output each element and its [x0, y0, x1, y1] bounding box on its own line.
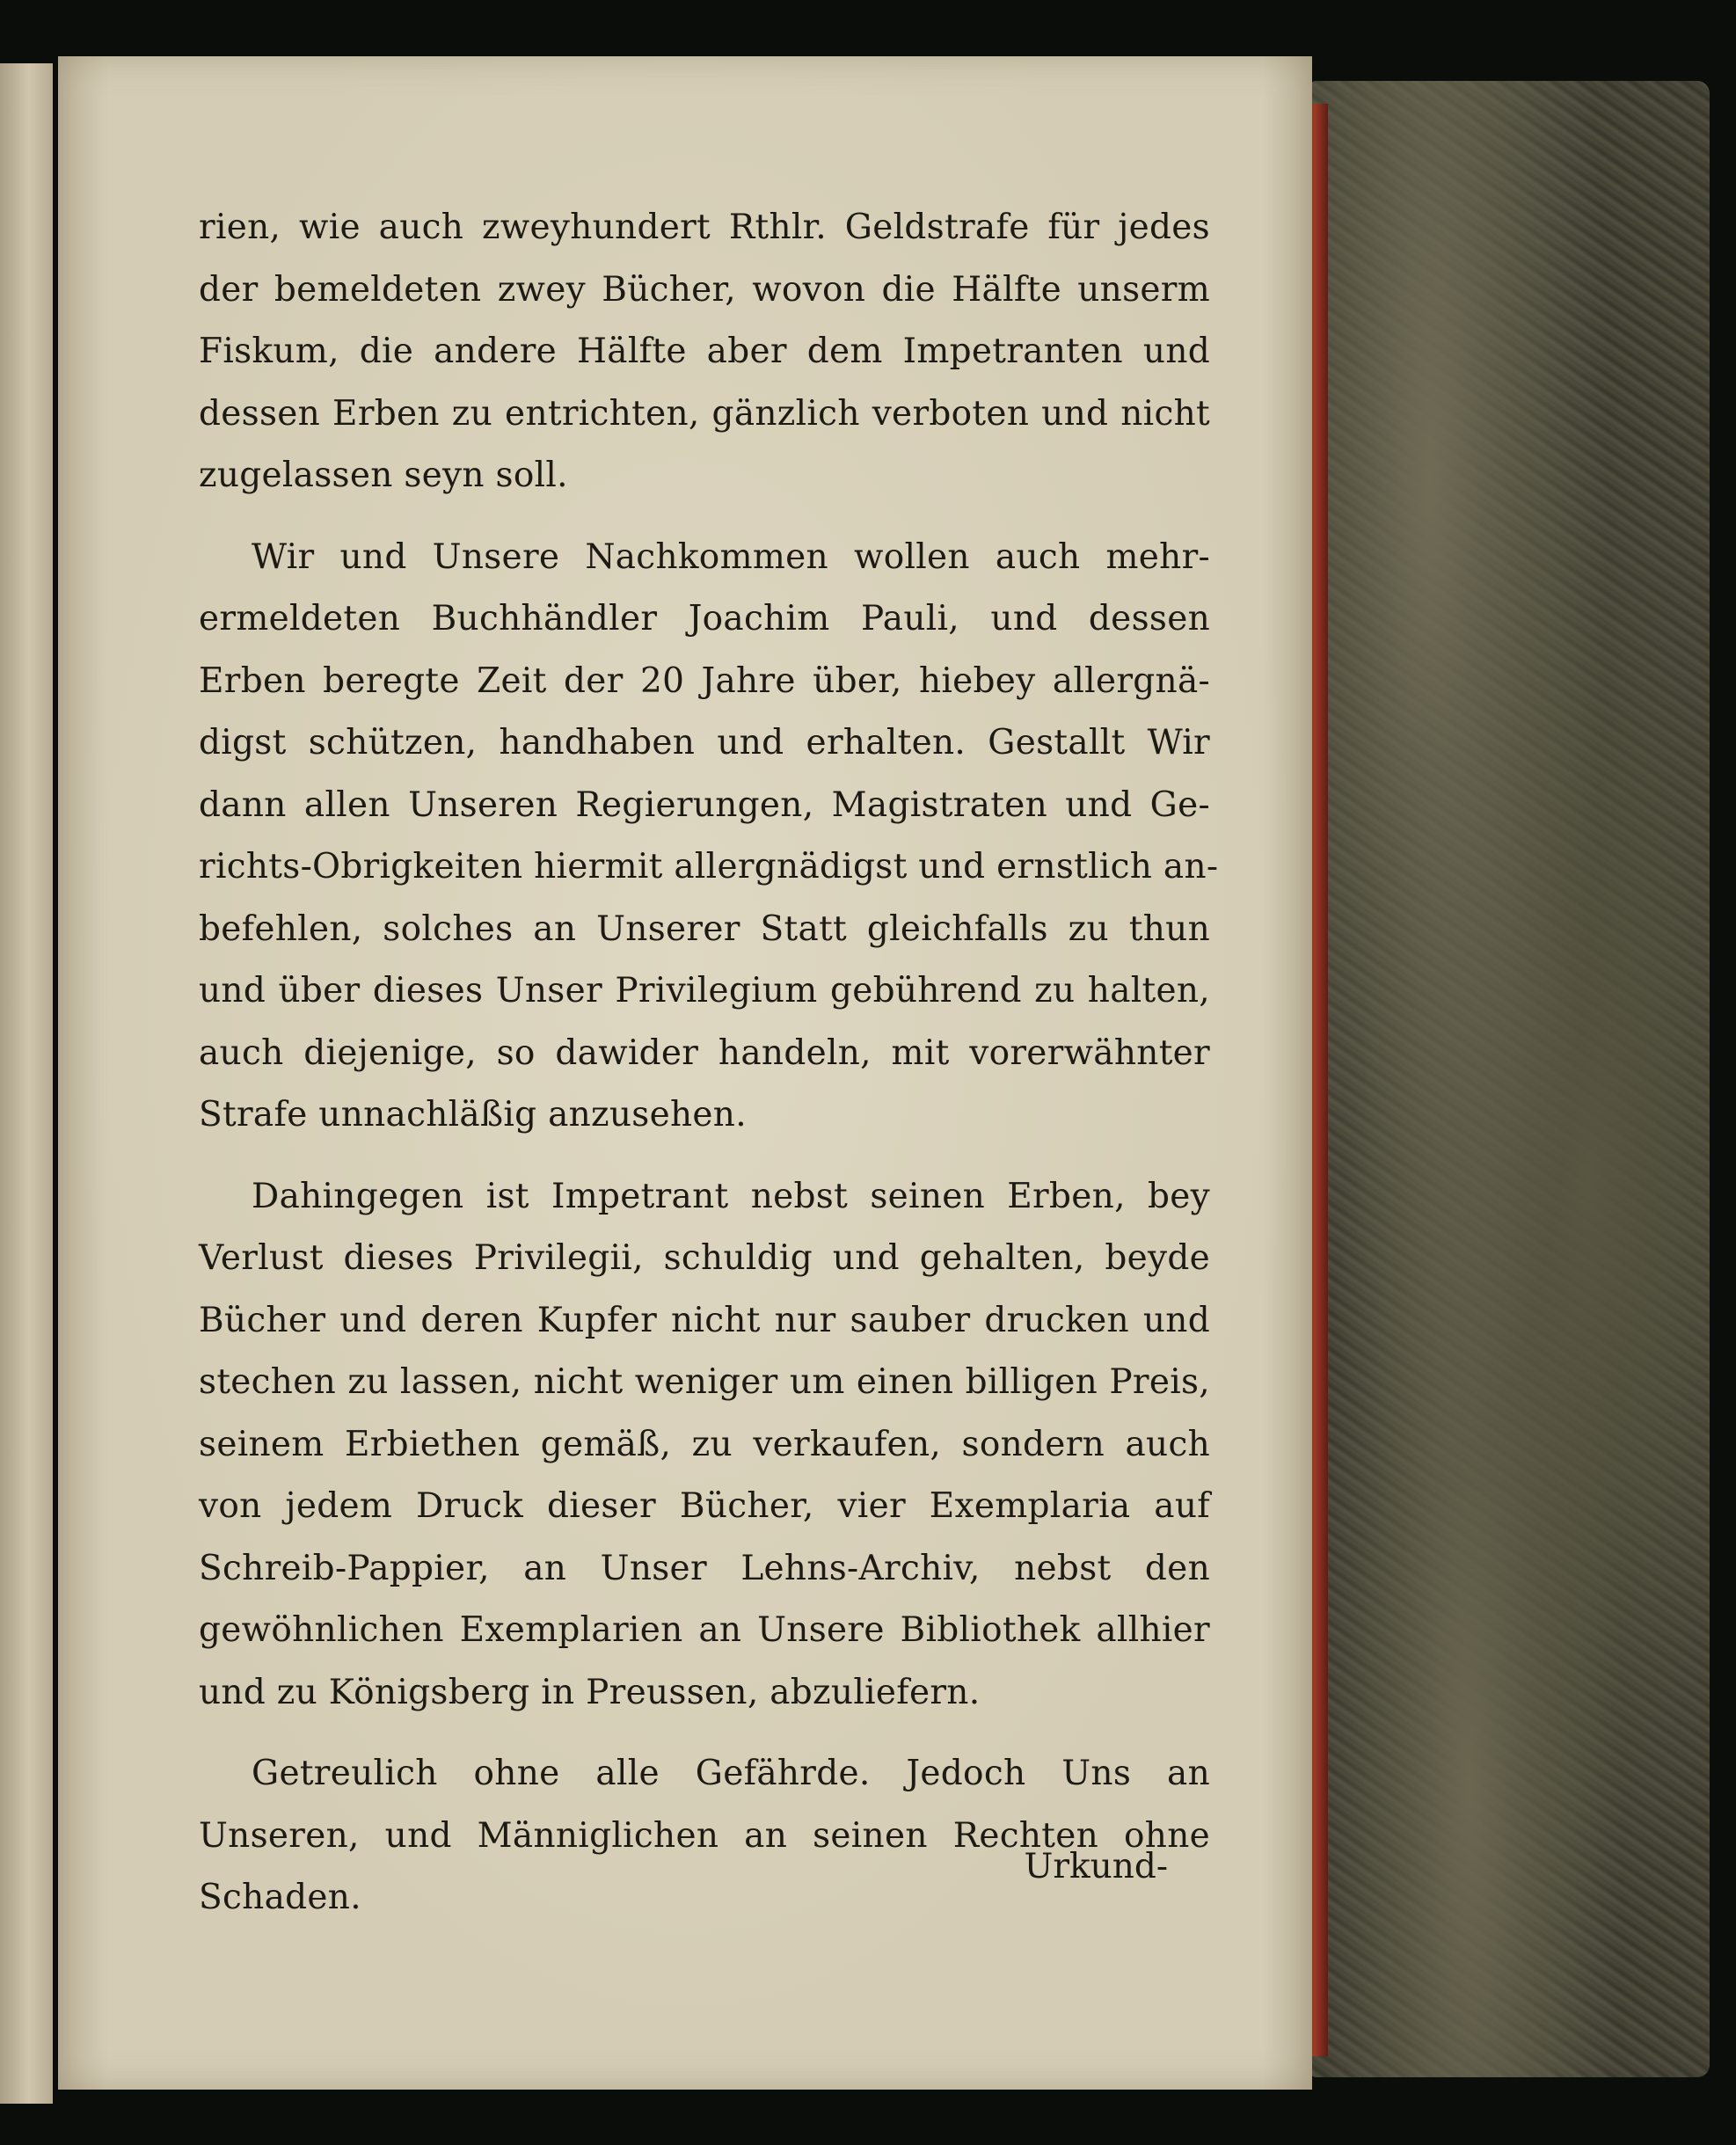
text-line: gewöhnlichen Exemplarien an Unsere Bibliothek allhier	[199, 1610, 1210, 1650]
text-line: richts-Obrigkeiten hiermit allergnädigst und ernstlich an-	[199, 847, 1219, 886]
text-line: Verlust dieses Privilegii, schuldig und gehalten, beyde	[199, 1238, 1210, 1278]
paragraph-2	[199, 527, 1219, 1147]
text-line: digst schützen, handhaben und erhalten. Gestallt Wir	[199, 723, 1210, 762]
text-line: Schaden.	[199, 1878, 361, 1917]
text-line: rien, wie auch zweyhundert Rthlr. Geldstrafe für jedes	[199, 208, 1210, 247]
text-line: zugelassen seyn soll.	[199, 456, 568, 495]
text-line: Erben beregte Zeit der 20 Jahre über, hiebey allergnä-	[199, 660, 1210, 701]
page-body-text	[199, 197, 1219, 1930]
text-line: Unseren, und Männiglichen an seinen Rechten ohne	[199, 1815, 1210, 1856]
text-line: Bücher und deren Kupfer nicht nur sauber drucken und	[199, 1300, 1210, 1340]
text-line: Getreulich ohne alle Gefährde. Jedoch Uns an	[252, 1754, 1210, 1793]
marbled-cover-board	[1310, 81, 1710, 2077]
text-line: ermeldeten Buchhändler Joachim Pauli, und dessen	[199, 599, 1210, 638]
text-line: der bemeldeten zwey Bücher, wovon die Hälfte unserm	[199, 269, 1210, 310]
text-line: befehlen, solches an Unserer Statt gleichfalls zu thun	[199, 908, 1210, 949]
catchword: Urkund-	[1024, 1847, 1168, 1886]
text-line: seinem Erbiethen gemäß, zu verkaufen, sondern auch	[199, 1424, 1210, 1464]
text-line: Fiskum, die andere Hälfte aber dem Impetranten und	[199, 332, 1210, 371]
text-line: Wir und Unsere Nachkommen wollen auch mehr-	[252, 536, 1210, 577]
paragraph-1	[199, 197, 1210, 507]
text-line: dann allen Unseren Regierungen, Magistraten und Ge-	[199, 784, 1210, 825]
text-line: dessen Erben zu entrichten, gänzlich verboten und nicht	[199, 393, 1210, 434]
text-line: Dahingegen ist Impetrant nebst seinen Erben, bey	[252, 1176, 1210, 1216]
paragraph-3	[199, 1166, 1210, 1725]
text-line: auch diejenige, so dawider handeln, mit vorerwähnter	[199, 1032, 1210, 1073]
text-line: stechen zu lassen, nicht weniger um einen billigen Preis,	[199, 1362, 1210, 1402]
text-line: Strafe unnachläßig anzusehen.	[199, 1095, 747, 1135]
text-line: Schreib-Pappier, an Unser Lehns-Archiv, nebst den	[199, 1548, 1210, 1588]
text-line: und zu Königsberg in Preussen, abzuliefern.	[199, 1672, 981, 1712]
book-page	[58, 56, 1312, 2090]
paragraph-4	[199, 1743, 1210, 1930]
text-line: und über dieses Unser Privilegium gebührend zu halten,	[199, 971, 1210, 1010]
facing-page-edge	[0, 63, 53, 2104]
text-line: von jedem Druck dieser Bücher, vier Exemplaria auf	[199, 1486, 1210, 1526]
